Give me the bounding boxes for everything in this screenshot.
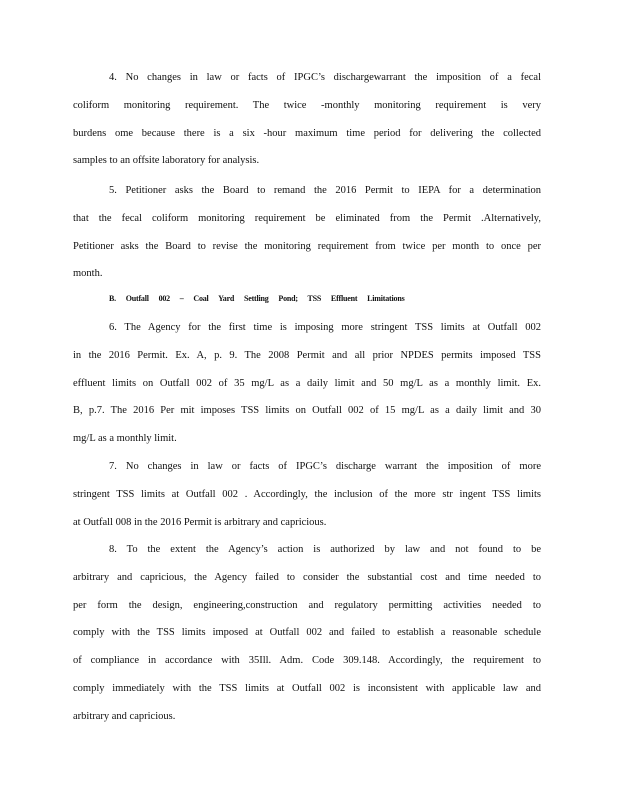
paragraph-line: per form the design, engineering,construction and regulatory permitting activities needed to [73, 599, 541, 611]
paragraph-line: coliform monitoring requirement. The twice -monthly monitoring requirement is very [73, 99, 541, 111]
paragraph-line: Petitioner asks the Board to revise the monitoring requirement from twice per month to once per [73, 240, 541, 252]
paragraph-line: effluent limits on Outfall 002 of 35 mg/L as a daily limit and 50 mg/L as a monthly limit. Ex. [73, 377, 541, 389]
paragraph-line: comply with the TSS limits imposed at Outfall 002 and failed to establish a reasonable schedule [73, 627, 541, 639]
paragraph-line: comply immediately with the TSS limits at Outfall 002 is inconsistent with applicable law and [73, 682, 541, 694]
paragraph-4 [73, 64, 541, 175]
paragraph-line: in the 2016 Permit. Ex. A, p. 9. The 2008 Permit and all prior NPDES permits imposed TSS [73, 349, 541, 361]
paragraph-5 [73, 177, 541, 288]
paragraph-line: 5. Petitioner asks the Board to remand the 2016 Permit to IEPA for a determination [109, 185, 541, 196]
section-heading: B. Outfall 002 – Coal Yard Settling Pond; TSS Effluent Limitations [109, 294, 405, 303]
paragraph-7 [73, 453, 541, 536]
paragraph-line: of compliance in accordance with 35Ill. Adm. Code 309.148. Accordingly, the requirement to [73, 655, 541, 667]
paragraph-line: 7. No changes in law or facts of IPGC’s discharge warrant the imposition of more [109, 461, 541, 472]
paragraph-line: mg/L as a monthly limit. [73, 433, 177, 445]
paragraph-line: 6. The Agency for the first time is imposing more stringent TSS limits at Outfall 002 [109, 322, 541, 333]
paragraph-8 [73, 536, 541, 731]
paragraph-line: 8. To the extent the Agency’s action is authorized by law and not found to be [109, 544, 541, 555]
paragraph-line: B, p.7. The 2016 Per mit imposes TSS limits on Outfall 002 of 15 mg/L as a daily limit and 30 [73, 405, 541, 417]
paragraph-line: at Outfall 008 in the 2016 Permit is arbitrary and capricious. [73, 516, 327, 528]
paragraph-line: arbitrary and capricious, the Agency failed to consider the substantial cost and time needed to [73, 571, 541, 583]
paragraph-line: arbitrary and capricious. [73, 710, 176, 722]
paragraph-line: burdens ome because there is a six -hour maximum time period for delivering the collected [73, 127, 541, 139]
paragraph-6 [73, 314, 541, 453]
paragraph-line: that the fecal coliform monitoring requirement be eliminated from the Permit .Alternatively, [73, 212, 541, 224]
paragraph-line: stringent TSS limits at Outfall 002 . Accordingly, the inclusion of the more str ingent TSS limits [73, 488, 541, 500]
paragraph-line: month. [73, 268, 103, 280]
paragraph-line: samples to an offsite laboratory for analysis. [73, 155, 260, 167]
paragraph-line: 4. No changes in law or facts of IPGC’s dischargewarrant the imposition of a fecal [109, 72, 541, 83]
